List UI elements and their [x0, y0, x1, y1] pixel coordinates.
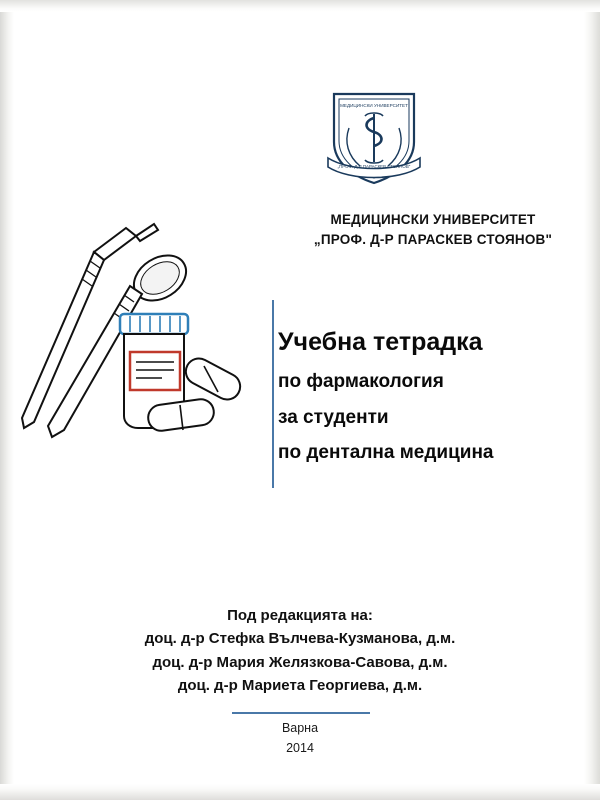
scan-edge-bottom — [0, 784, 600, 800]
footer-year: 2014 — [286, 741, 314, 755]
title-main: Учебна тетрадка — [278, 328, 483, 356]
svg-text:„ПРОФ. Д-Р ПАРАСКЕВ СТОЯНОВ": „ПРОФ. Д-Р ПАРАСКЕВ СТОЯНОВ" — [337, 164, 411, 169]
title-sub-1: по фармакология — [278, 370, 444, 392]
university-crest-icon — [318, 88, 430, 188]
dental-instruments-and-medication-illustration — [8, 216, 270, 478]
university-name-line2: „ПРОФ. Д-Р ПАРАСКЕВ СТОЯНОВ" — [313, 231, 553, 247]
title-sub-3: по дентална медицина — [278, 442, 494, 464]
editor-name: доц. д-р Мария Желязкова-Савова, д.м. — [152, 653, 448, 671]
editor-name: доц. д-р Стефка Вълчева-Кузманова, д.м. — [144, 630, 456, 648]
university-name-line1: МЕДИЦИНСКИ УНИВЕРСИТЕТ — [330, 212, 536, 227]
title-sub-2: за студенти — [278, 406, 389, 428]
footer-block — [200, 718, 400, 758]
page-title — [278, 328, 584, 465]
editors-block — [60, 604, 540, 697]
footer-divider — [232, 712, 370, 714]
footer-city: Варна — [281, 721, 319, 735]
editors-heading: Под редакцията на: — [227, 607, 373, 624]
svg-text:МЕДИЦИНСКИ УНИВЕРСИТЕТ: МЕДИЦИНСКИ УНИВЕРСИТЕТ — [340, 103, 408, 108]
university-name — [288, 210, 578, 249]
scan-edge-right — [584, 0, 600, 800]
vertical-divider — [272, 300, 274, 488]
scan-edge-top — [0, 0, 600, 12]
editor-name: доц. д-р Мариета Георгиева, д.м. — [177, 676, 423, 694]
